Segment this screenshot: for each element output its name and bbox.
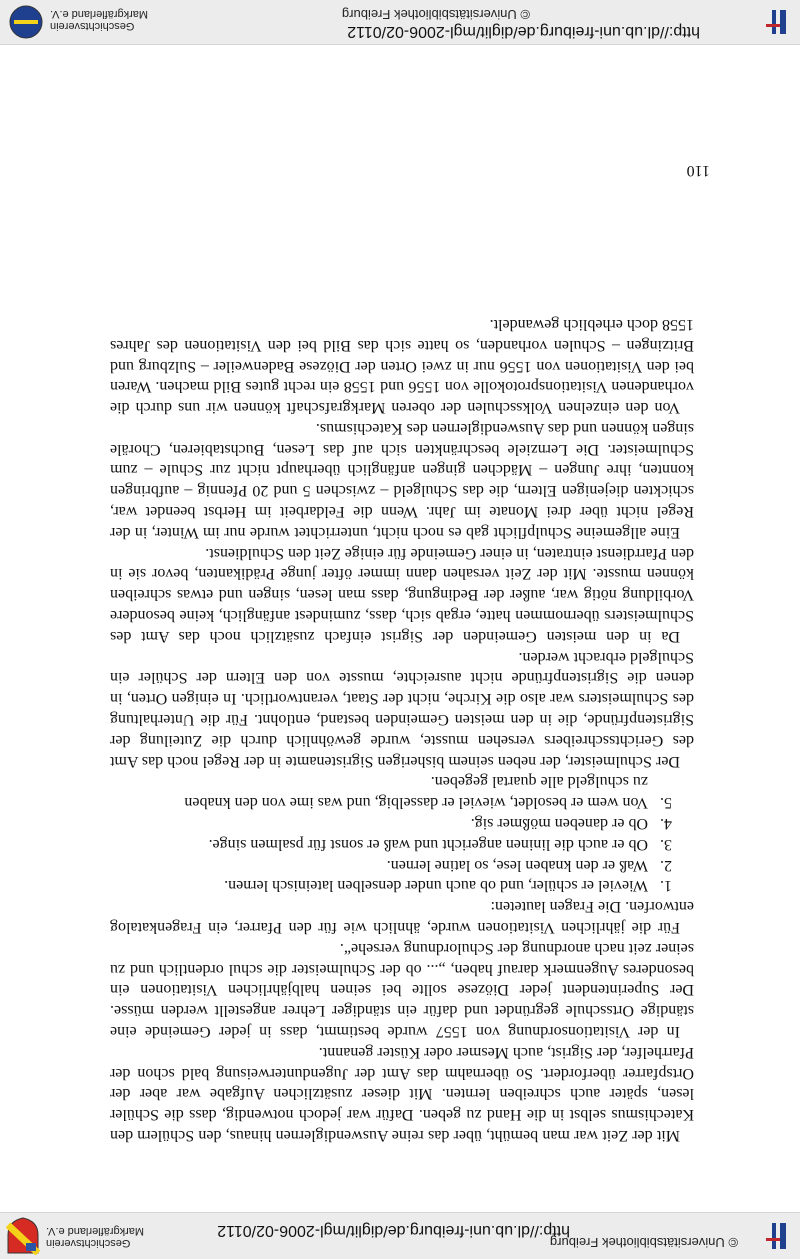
question-list [110, 791, 694, 895]
page-number: 110 [686, 162, 710, 179]
paragraph: Für die jährlichen Visitationen wurde, ähnlich wie für den Pfarrer, ein Fragenkatalog entworfen. Die Fragen lauteten: [110, 898, 694, 937]
society-crest-icon [6, 1217, 40, 1255]
paragraph: Mit der Zeit war man bemüht, über das reine Auswendiglernen hinaus, den Schülern den Katechismus selbst in die Hand zu geben. Dafür war jedoch notwendig, dass die Schüler lesen, später auch schreiben lernten. Mit dieser zusätzlichen Aufgabe war aber der Ortspfarrer überfordert. So übernahm das Amt der Jugendunterweisung bald schon der Pfarrhelfer, der Sigrist, auch Mesmer oder Küster genannt. [110, 1043, 694, 1144]
list-item: 3. Ob er auch die lininen angericht und waß er sonst für psalmen singe. [110, 833, 656, 854]
list-item: 4. Ob er daneben mößmer sig. [110, 812, 656, 833]
body-text [110, 313, 694, 1145]
library-logo-icon [762, 6, 790, 38]
society-crest-icon [8, 4, 44, 40]
society-line-2: Markgräflerland e.V. [46, 1225, 145, 1237]
footer-society [50, 8, 148, 32]
page-header [0, 1212, 800, 1259]
paragraph: Der Schulmeister, der neben seinem bisherigen Sigristenamte in der Regel noch das Amt des Gerichtsschreibers versehen musste, wurde gewöhnlich durch die Zuteilung der Sigristenpfründe, die in den meisten Gemeinden bestand, entlohnt. Für die Unterhaltung des Schulmeisters war also die Kirche, nicht der Staat, verantwortlich. In einigen Orten, in denen die Sigristenpfründe nicht ausreichte, musste von den Eltern der Schüler ein Schulgeld erbracht werden. [110, 648, 694, 770]
society-line-1: Geschichtsverein [46, 1237, 131, 1249]
paragraph: Da in den meisten Gemeinden der Sigrist einfach zusätzlich noch das Amt des Schulmeisters übernommen hatte, ergab sich, dass, zumindest anfänglich, keine besondere Vorbildung nötig war, außer der Bedingung, dass man lesen, singen und etwas schreiben können musste. Mit der Zeit versahen dann immer öfter junge Prädikanten, bevor sie in den Pfarrdienst eintraten, in einer Gemeinde für einige Zeit den Schuldienst. [110, 544, 694, 645]
source-credit: © Universitätsbibliothek Freiburg [549, 1235, 738, 1250]
list-item: 1. Wieviel er schüler, und ob auch under denselben lateinisch lernen. [110, 875, 656, 896]
paragraph: In der Visitationsordnung von 1557 wurde bestimmt, dass in jeder Gemeinde eine ständige Ortsschule gegründet und dafür ein ständiger Lehrer angestellt werden müsse. Der Superintendent jeder Diözese sollte bei seinen halbjährlichen Visitationen ein besonderes Augenmerk darauf haben, „... ob der Schulmeister die schul ordentlich und zu seiner zeit nach anordnung der Schulordnung versehe“. [110, 939, 694, 1041]
footer-society-line-1: Geschichtsverein [50, 20, 135, 32]
paragraph: Eine allgemeine Schulpflicht gab es noch nicht, unterrichtet wurde nur im Winter, in der Regel nicht über drei Monate im Jahr. Wenn die Feldarbeit im Herbst beendet war, schickten diejenigen Eltern, die das Schulgeld – zwischen 5 und 20 Pfennig – aufbringen konnten, ihre Jungen – Mädchen gingen anfänglich überhaupt nicht zur Schule – zum Schulmeister. Die Lernziele beschränkten sich auf das Lesen, Buchstabieren, Choräle singen können und das Auswendiglernen des Katechismus. [110, 419, 694, 541]
list-item-continuation: zu schulgeld alle quartal gegeben. [430, 773, 648, 791]
library-logo-icon [762, 1219, 790, 1253]
footer-library: © Universitätsbibliothek Freiburg [341, 7, 530, 22]
list-item: 2. Waß er den knaben lese, so latine lernen. [110, 854, 656, 875]
source-url[interactable]: http://dl.ub.uni-freiburg.de/diglit/mgl-2006-02/0112 [217, 1222, 570, 1239]
footer-url[interactable]: http://dl.ub.uni-freiburg.de/diglit/mgl-2006-02/0112 [347, 23, 700, 40]
footer-society-line-2: Markgräflerland e.V. [50, 8, 149, 20]
society-name [46, 1225, 144, 1249]
paragraph: Von den einzelnen Volksschulen der oberen Markgrafschaft können wir uns durch die vorhandenen Visitationsprotokolle von 1556 und 1558 ein recht gutes Bild machen. Waren bei den Visitationen von 1556 nur in zwei Orten der Diözese Badenweiler – Sulzburg und Britzingen – Schulen vorhanden, so hatte sich das Bild bei den Visitationen des Jahres 1558 doch erheblich gewandelt. [110, 315, 694, 417]
list-item: 5. Von wem er besoldet, wieviel er dasselbig, und was ime von den knaben [110, 791, 656, 812]
page-footer [0, 0, 800, 45]
